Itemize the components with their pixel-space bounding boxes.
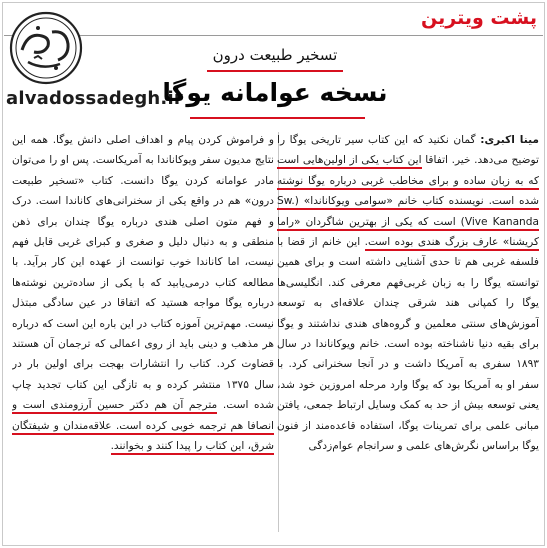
article-title: نسخه عوامانه یوگا [162, 78, 388, 107]
article-column-right [277, 130, 539, 540]
highlighted-text: این کتاب یکی از اولین‌هایی است که به زبان ساده و برای مخاطب غربی درباره یوگا نوشته شده است. نویسنده کتاب خانم «سوامی ویوکاناندا» (Sw. Vive Kananda) است که یکی از بهترین شاگردان «راما کریشنا» عارف بزرگ هندی بوده است. [277, 154, 539, 251]
article-byline: مینا اکبری: [480, 134, 539, 146]
paragraph-body: این خانم از قضا با فلسفه غربی هم تا حدی آشنایی داشته است و برای همین توانسته یوگا را به زبان غربی‌فهم معرفی کند. انگلیسی‌ها یوگا را کمپانی هند شرقی چندان علاقه‌ای به توسعه آموزش‌های سنتی معلمین و گروه‌های هندی نداشتند و یوگا برای بقیه دنیا ناشناخته بوده است. خانم ویوکاناندا در سال ۱۸۹۳ سفری به آمریکا داشت و در آنجا سخنرانی کرد. با سفر او به آمریکا بود که یوگا وارد مرحله امروزین خود شد، یعنی توسعه بیش از حد به کمک وسایل ارتباط جمعی، یافتن مبانی علمی برای تمرینات یوگا، استفاده قاعده‌مند از فنون یوگا براساس نگرش‌های علمی و سرانجام عوام‌زدگی [277, 236, 539, 453]
article-kicker: تسخیر طبیعت درون [212, 46, 338, 64]
section-label: پشت ویترین [421, 7, 537, 29]
kicker-underline [207, 70, 343, 72]
header-rule [4, 35, 543, 36]
title-underline [190, 117, 365, 119]
watermark-url: alvadossadegh.ir [6, 88, 183, 109]
article-column-left [12, 130, 274, 540]
publication-logo [8, 10, 84, 86]
paragraph-lead: گمان نکنید که این کتاب سیر تاریخی یوگا را توضیح می‌دهد. خیر. اتفاقا [277, 134, 539, 167]
paragraph-body: و فراموش کردن پیام و اهداف اصلی دانش یوگا. همه این نتایج مدیون سفر ویوکاناندا به آمریکاست. پس او را می‌توان مادر عوامانه کردن یوگا دانست. کتاب «تسخیر طبیعت درون» هم در واقع یکی از سخنرانی‌های کاناندا است. درک و فهم متون اصلی هندی درباره یوگا چندان برای ذهن منطقی و به دنبال دلیل و صغری و کبرای غربی قابل فهم نیست، اما کاناندا خوب توانست از عهده این کار برآید. با مطالعه کتاب درمی‌یابید که با یکی از ساده‌ترین نوشته‌ها درباره یوگا مواجه هستید که اتفاقا در عین سادگی مبتذل نیست. مهم‌ترین آموزه کتاب در این باره این است که درباره هر مذهب و دینی باید از روی اعمالی که ترجمان آن هستند قضاوت کرد. کتاب را انتشارات بهجت برای اولین بار در سال ۱۳۷۵ منتشر کرده و به تازگی این کتاب تجدید چاپ شده است. [12, 134, 274, 412]
highlighted-text: مترجم آن هم دکتر حسین آرزومندی است و انصافا هم ترجمه خوبی کرده است. علاقه‌مندان و شیفتگان شرق، این کتاب را پیدا کنند و بخوانند. [12, 399, 274, 455]
